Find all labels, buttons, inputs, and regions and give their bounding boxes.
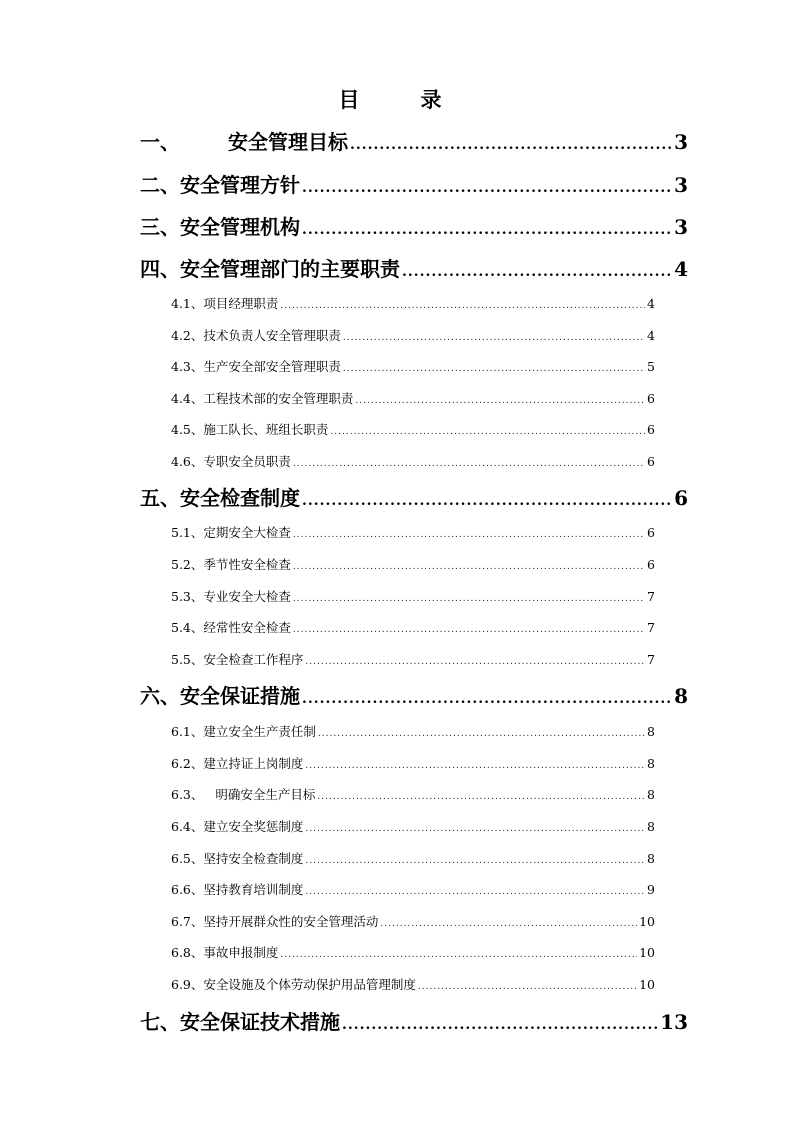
dot-leader	[293, 594, 645, 604]
toc-label: 施工队长、班组长职责	[203, 422, 329, 437]
toc-number: 二、	[140, 173, 180, 197]
toc-entry-4-1[interactable]	[171, 294, 655, 312]
toc-entry-6[interactable]	[140, 680, 688, 710]
toc-number: 4.3、	[171, 359, 204, 374]
toc-number: 4.4、	[171, 391, 204, 406]
toc-number: 6.1、	[171, 724, 204, 739]
toc-entry-6-4[interactable]	[171, 817, 655, 835]
dot-leader	[302, 180, 672, 196]
dot-leader	[318, 729, 645, 739]
dot-leader	[305, 887, 645, 897]
toc-label: 安全检查工作程序	[203, 652, 304, 667]
toc-entry-1[interactable]	[140, 126, 688, 156]
toc-number: 4.6、	[171, 454, 204, 469]
toc-label: 建立持证上岗制度	[203, 756, 304, 771]
toc-label: 安全管理目标	[228, 130, 348, 154]
dot-leader	[293, 530, 645, 540]
toc-number: 6.5、	[171, 851, 204, 866]
toc-page-number: 8	[647, 851, 655, 866]
toc-label: 安全保证措施	[180, 684, 300, 708]
toc-page-number: 8	[647, 724, 655, 739]
toc-page-number: 6	[647, 422, 655, 437]
dot-leader	[302, 493, 672, 509]
toc-label: 项目经理职责	[203, 296, 279, 311]
dot-leader	[343, 333, 645, 343]
toc-page-number: 10	[639, 977, 655, 992]
dot-leader	[302, 222, 672, 238]
toc-label: 坚持教育培训制度	[203, 882, 304, 897]
dot-leader	[305, 761, 645, 771]
toc-entry-6-2[interactable]	[171, 754, 655, 772]
toc-label: 事故申报制度	[203, 945, 279, 960]
toc-page-number: 3	[674, 173, 688, 197]
toc-entry-5-3[interactable]	[171, 587, 655, 605]
toc-label: 明确安全生产目标	[215, 787, 316, 802]
toc-page-number: 10	[639, 945, 655, 960]
toc-entry-6-7[interactable]	[171, 912, 655, 930]
toc-page-number: 3	[674, 215, 688, 239]
toc-entry-6-3[interactable]	[171, 785, 655, 803]
toc-page-number: 3	[674, 130, 688, 154]
toc-page-number: 6	[647, 454, 655, 469]
toc-number: 6.4、	[171, 819, 204, 834]
toc-entry-5-4[interactable]	[171, 618, 655, 636]
dot-leader	[305, 824, 645, 834]
toc-entry-5-2[interactable]	[171, 555, 655, 573]
toc-entry-4-2[interactable]	[171, 326, 655, 344]
toc-number: 6.8、	[171, 945, 204, 960]
dot-leader	[355, 396, 645, 406]
toc-page-number: 13	[660, 1010, 688, 1034]
toc-number: 五、	[140, 486, 180, 510]
toc-page-number: 7	[647, 620, 655, 635]
dot-leader	[380, 919, 637, 929]
toc-entry-6-9[interactable]	[171, 975, 655, 993]
toc-entry-6-1[interactable]	[171, 722, 655, 740]
toc-entry-4-3[interactable]	[171, 357, 655, 375]
toc-number: 5.5、	[171, 652, 204, 667]
toc-label: 专职安全员职责	[203, 454, 291, 469]
toc-label: 定期安全大检查	[203, 525, 291, 540]
dot-leader	[293, 562, 645, 572]
dot-leader	[293, 459, 645, 469]
toc-label: 生产安全部安全管理职责	[203, 359, 341, 374]
toc-number: 6.6、	[171, 882, 204, 897]
toc-label: 建立安全奖惩制度	[203, 819, 304, 834]
toc-entry-6-8[interactable]	[171, 943, 655, 961]
toc-label: 经常性安全检查	[203, 620, 291, 635]
toc-page-number: 10	[639, 914, 655, 929]
toc-entry-6-5[interactable]	[171, 849, 655, 867]
toc-number: 七、	[140, 1010, 180, 1034]
toc-page-number: 6	[647, 557, 655, 572]
toc-number: 6.9、	[171, 977, 204, 992]
toc-page-number: 7	[647, 652, 655, 667]
toc-entry-3[interactable]	[140, 211, 688, 241]
dot-leader	[342, 1017, 658, 1033]
toc-page-number: 8	[647, 819, 655, 834]
toc-entry-4-6[interactable]	[171, 452, 655, 470]
toc-number: 一、	[140, 130, 180, 154]
toc-page-number: 6	[674, 486, 688, 510]
dot-leader	[343, 364, 645, 374]
dot-leader	[302, 691, 672, 707]
toc-page-number: 6	[647, 391, 655, 406]
toc-page-number: 8	[647, 756, 655, 771]
toc-entry-4[interactable]	[140, 253, 688, 283]
toc-entry-2[interactable]	[140, 169, 688, 199]
dot-leader	[330, 427, 645, 437]
toc-number: 4.1、	[171, 296, 204, 311]
toc-entry-4-4[interactable]	[171, 389, 655, 407]
dot-leader	[293, 625, 645, 635]
toc-entry-5-5[interactable]	[171, 650, 655, 668]
toc-label: 坚持开展群众性的安全管理活动	[203, 914, 379, 929]
toc-label: 坚持安全检查制度	[203, 851, 304, 866]
toc-number: 4.2、	[171, 328, 204, 343]
toc-entry-5-1[interactable]	[171, 523, 655, 541]
toc-number: 5.4、	[171, 620, 204, 635]
dot-leader	[280, 301, 645, 311]
toc-number: 六、	[140, 684, 180, 708]
toc-number: 四、	[140, 257, 180, 281]
page-title: 目 录	[338, 87, 462, 112]
dot-leader	[402, 264, 672, 280]
toc-number: 6.2、	[171, 756, 204, 771]
toc-label: 安全检查制度	[180, 486, 300, 510]
toc-entry-4-5[interactable]	[171, 420, 655, 438]
toc-page-number: 8	[674, 684, 688, 708]
toc-label: 安全设施及个体劳动保护用品管理制度	[203, 977, 416, 992]
toc-label: 安全管理方针	[180, 173, 300, 197]
toc-label: 安全保证技术措施	[180, 1010, 340, 1034]
toc-label: 专业安全大检查	[203, 589, 291, 604]
toc-page-number: 4	[674, 257, 688, 281]
toc-page-number: 9	[647, 882, 655, 897]
toc-entry-5[interactable]	[140, 482, 688, 512]
dot-leader	[350, 137, 672, 153]
toc-page-number: 8	[647, 787, 655, 802]
toc-number: 5.1、	[171, 525, 204, 540]
toc-number: 4.5、	[171, 422, 204, 437]
dot-leader	[305, 657, 645, 667]
toc-label: 安全管理部门的主要职责	[180, 257, 400, 281]
toc-page-number: 4	[647, 328, 655, 343]
toc-label: 技术负责人安全管理职责	[203, 328, 341, 343]
toc-entry-6-6[interactable]	[171, 880, 655, 898]
toc-label: 季节性安全检查	[203, 557, 291, 572]
toc-number: 5.2、	[171, 557, 204, 572]
dot-leader	[280, 950, 637, 960]
toc-entry-7[interactable]	[140, 1006, 688, 1036]
toc-number: 三、	[140, 215, 180, 239]
toc-label: 安全管理机构	[180, 215, 300, 239]
dot-leader	[305, 856, 645, 866]
toc-page-number: 7	[647, 589, 655, 604]
toc-label: 建立安全生产责任制	[203, 724, 316, 739]
toc-page-number: 6	[647, 525, 655, 540]
toc-page-number: 5	[647, 359, 655, 374]
dot-leader	[418, 982, 637, 992]
toc-number: 5.3、	[171, 589, 204, 604]
toc-page-number: 4	[647, 296, 655, 311]
toc-number: 6.7、	[171, 914, 204, 929]
dot-leader	[317, 792, 645, 802]
toc-label: 工程技术部的安全管理职责	[203, 391, 354, 406]
toc-number: 6.3、	[171, 787, 204, 802]
